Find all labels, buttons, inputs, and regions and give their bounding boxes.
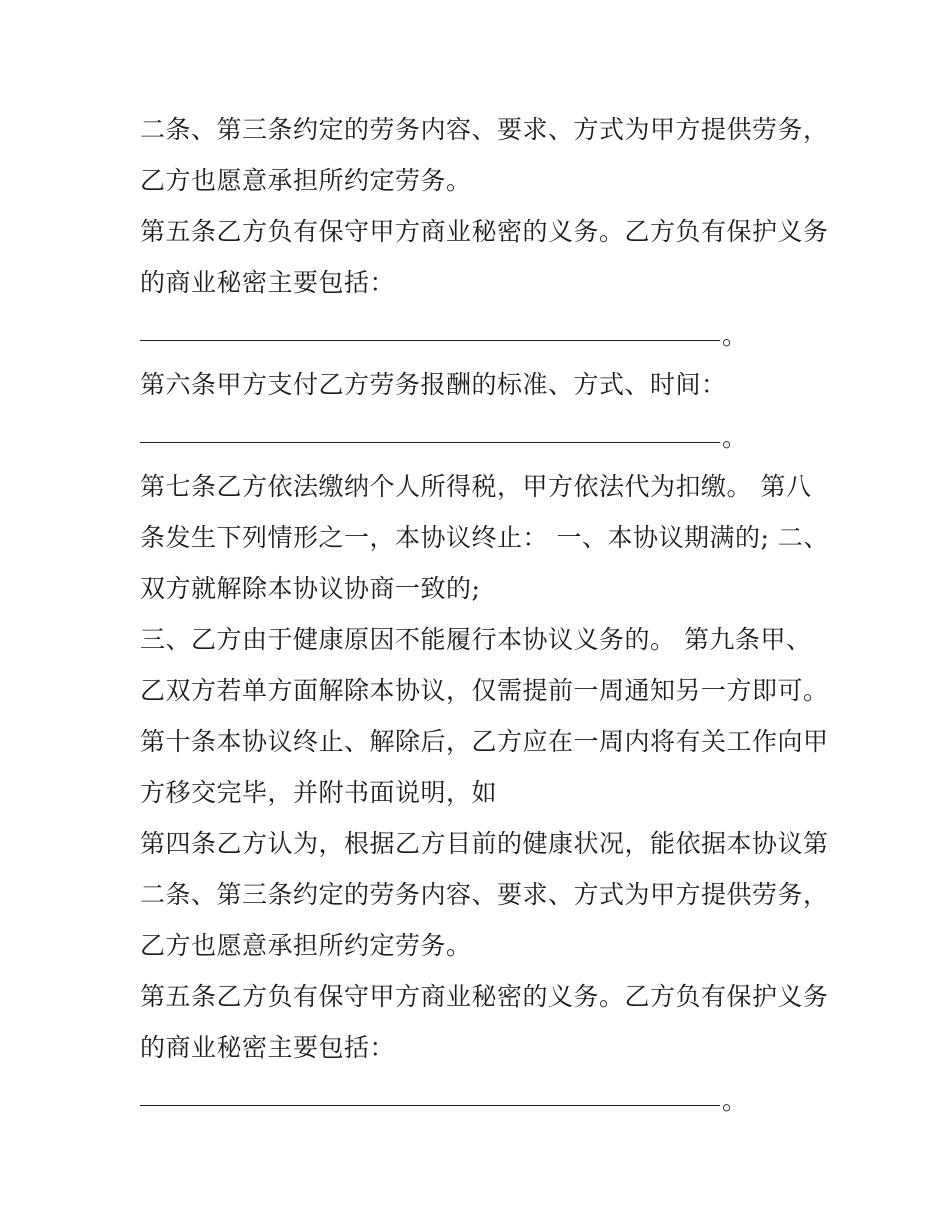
fill-in-blank [140,1085,760,1117]
text-line: 乙双方若单方面解除本协议，仅需提前一周通知另一方即可。 [140,676,829,705]
text-line: 二条、第三条约定的劳务内容、要求、方式为甲方提供劳务， [140,880,829,909]
fill-in-blank [140,320,760,352]
text-line: 第十条本协议终止、解除后，乙方应在一周内将有关工作向甲 [140,727,829,756]
text-line: 第六条甲方支付乙方劳务报酬的标准、方式、时间： [140,370,727,399]
text-line: 第五条乙方负有保守甲方商业秘密的义务。乙方负有保护义务 [140,217,829,246]
text-line: 第五条乙方负有保守甲方商业秘密的义务。乙方负有保护义务 [140,982,829,1011]
text-line: 方移交完毕，并附书面说明，如 [140,778,498,807]
blank-underline [140,340,720,341]
blank-end-mark: 。 [722,1086,748,1115]
text-line: 的商业秘密主要包括： [140,268,396,297]
text-line: 第七条乙方依法缴纳个人所得税，甲方依法代为扣缴。 第八 [140,472,812,501]
blank-underline [140,442,720,443]
text-line: 三、乙方由于健康原因不能履行本协议义务的。 第九条甲、 [140,625,812,654]
text-line: 第四条乙方认为，根据乙方目前的健康状况，能依据本协议第 [140,829,829,858]
text-line: 条发生下列情形之一，本协议终止： 一、本协议期满的; 二、 [140,523,829,552]
text-line: 二条、第三条约定的劳务内容、要求、方式为甲方提供劳务， [140,115,829,144]
fill-in-blank [140,422,760,454]
text-line: 的商业秘密主要包括： [140,1033,396,1062]
text-line: 乙方也愿意承担所约定劳务。 [140,931,472,960]
text-line: 乙方也愿意承担所约定劳务。 [140,166,472,195]
blank-underline [140,1105,720,1106]
text-line: 双方就解除本协议协商一致的; [140,574,481,603]
blank-end-mark: 。 [722,423,748,452]
blank-end-mark: 。 [722,321,748,350]
